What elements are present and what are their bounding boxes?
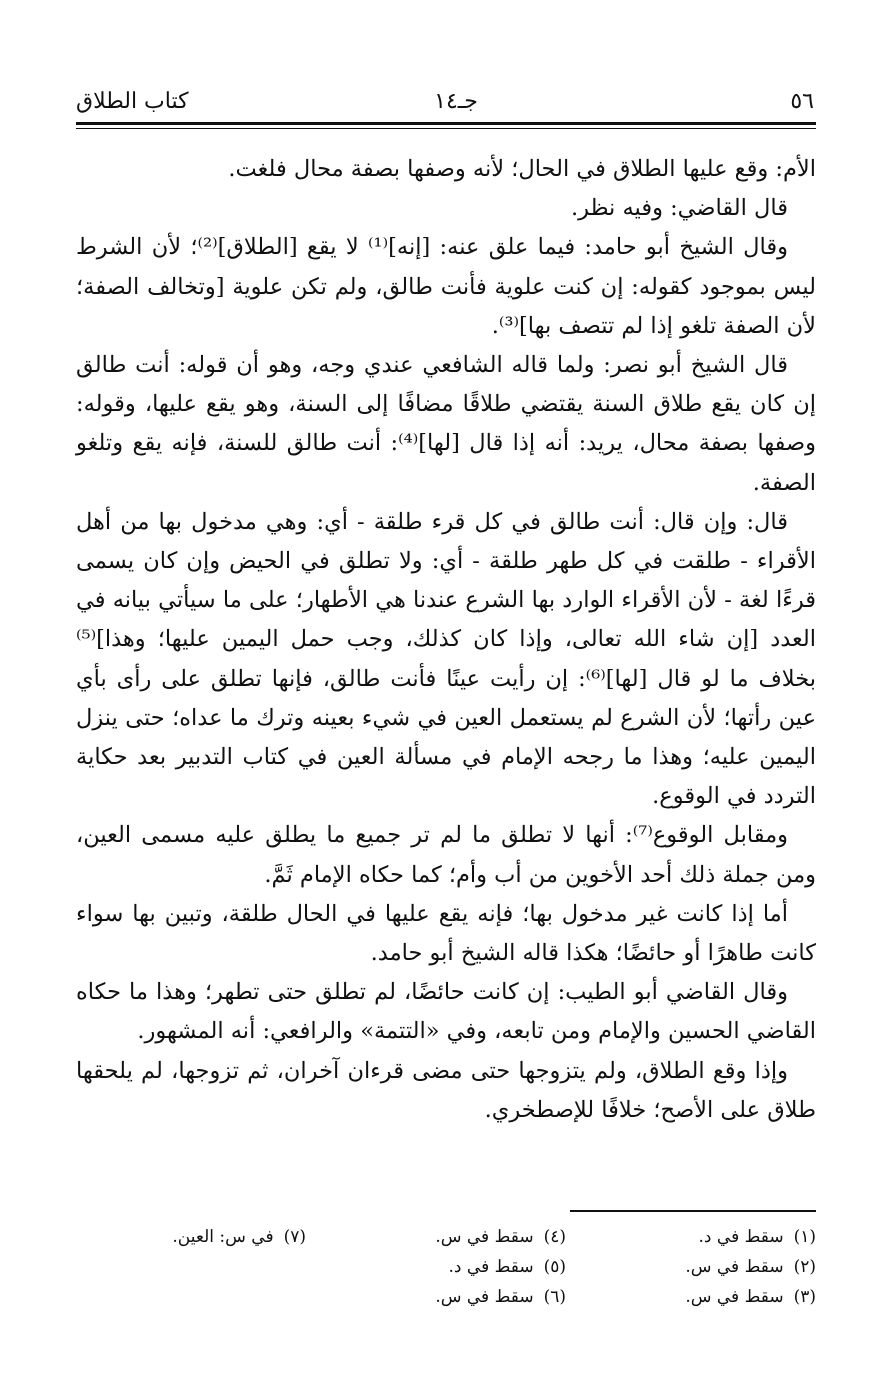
paragraph: وإذا وقع الطلاق، ولم يتزوجها حتى مضى قرءان آخران، ثم تزوجها، لم يلحقها طلاق على الأصح؛ خلافًا للإصطخري.: [76, 1057, 816, 1123]
footnote-text: في س: العين.: [172, 1227, 274, 1247]
footnote-text: سقط في س.: [435, 1227, 534, 1247]
footnote-number: (١): [793, 1227, 816, 1247]
footnote-text: سقط في س.: [685, 1287, 784, 1307]
footnote: [366, 1252, 566, 1282]
book-title: كتاب الطلاق: [76, 89, 189, 114]
paragraph: قال: وإن قال: أنت طالق في كل قرء طلقة - أي: وهي مدخول بها من أهل الأقراء - طلقت في كل طهر طلقة - أي: ولا تطلق في الحيض وإن كان يسمى قرءًا لغة - لأن الأقراء الوارد بها الشرع عندنا هي الأطهار؛ على ما سيأتي بيانه في العدد [إن شاء الله تعالى، وإذا كان كذلك، وجب حمل اليمين عليها؛ وهذا]⁽⁵⁾ بخلاف ما لو قال [لها]⁽⁶⁾: إن رأيت عينًا فأنت طالق، فإنها تطلق على رأى بأي عين رأتها؛ لأن الشرع لم يستعمل العين في شيء بعينه وترك ما عداه؛ حتى ينزل اليمين عليه؛ وهذا ما رجحه الإمام في مسألة العين في كتاب التدبير بعد حكاية التردد في الوقوع.: [76, 508, 817, 810]
footnote-column: [366, 1222, 566, 1312]
header-rule-thick: [76, 122, 816, 125]
footnote: [636, 1252, 816, 1282]
footnote-number: (٢): [793, 1257, 816, 1277]
footnote-text: سقط في د.: [698, 1227, 784, 1247]
footnote-number: (٣): [793, 1287, 816, 1307]
footnote-number: (٦): [543, 1287, 566, 1307]
paragraph: وقال القاضي أبو الطيب: إن كانت حائضًا، لم تطلق حتى تطهر؛ وهذا ما حكاه القاضي الحسين والإمام ومن تابعه، وفي «التتمة» والرافعي: أنه المشهور.: [76, 979, 816, 1045]
footnote-text: سقط في د.: [448, 1257, 534, 1277]
running-header: [76, 84, 814, 120]
paragraph: الأم: وقع عليها الطلاق في الحال؛ لأنه وصفها بصفة محال فلغت.: [228, 156, 816, 182]
paragraph: وقال الشيخ أبو حامد: فيما علق عنه: [إنه]⁽¹⁾ لا يقع [الطلاق]⁽²⁾؛ لأن الشرط ليس بموجود كقوله: إن كنت علوية فأنت طالق، ولم تكن علوية [وتخالف الصفة؛ لأن الصفة تلغو إذا لم تتصف بها]⁽³⁾.: [76, 234, 816, 339]
footnote-column: [636, 1222, 816, 1312]
volume-label: جـ١٤: [434, 89, 478, 114]
footnote-number: (٧): [283, 1227, 306, 1247]
paragraph: قال الشيخ أبو نصر: ولما قاله الشافعي عندي وجه، وهو أن قوله: أنت طالق إن كان يقع طلاق السنة يقتضي طلاقًا مضافًا إلى السنة، وهو يقع عليها، وقوله: وصفها بصفة محال، يريد: أنه إذا قال [لها]⁽⁴⁾: أنت طالق للسنة، فإنه يقع وتلغو الصفة.: [76, 352, 816, 496]
footnote: [636, 1282, 816, 1312]
paragraph: ومقابل الوقوع⁽⁷⁾: أنها لا تطلق ما لم تر جميع ما يطلق عليه مسمى العين، ومن جملة ذلك أحد الأخوين من أب وأم؛ كما حكاه الإمام ثَمَّ.: [76, 822, 816, 888]
header-rule-thin: [76, 128, 816, 129]
footnotes: [130, 1222, 816, 1322]
footnote-separator: [570, 1210, 816, 1212]
footnote: [366, 1222, 566, 1252]
paragraph: قال القاضي: وفيه نظر.: [571, 195, 788, 222]
footnote-text: سقط في س.: [685, 1257, 784, 1277]
paragraph: أما إذا كانت غير مدخول بها؛ فإنه يقع عليها في الحال طلقة، وتبين بها سواء كانت طاهرًا أو حائضًا؛ هكذا قاله الشيخ أبو حامد.: [76, 900, 816, 967]
footnote-column: [130, 1222, 306, 1252]
footnote-number: (٥): [543, 1257, 566, 1277]
footnote-text: سقط في س.: [435, 1287, 534, 1307]
footnote: [366, 1282, 566, 1312]
footnote-number: (٤): [543, 1227, 566, 1247]
footnote: [636, 1222, 816, 1252]
footnote: [130, 1222, 306, 1252]
page-number: ٥٦: [790, 89, 814, 114]
main-text: [76, 150, 816, 1130]
